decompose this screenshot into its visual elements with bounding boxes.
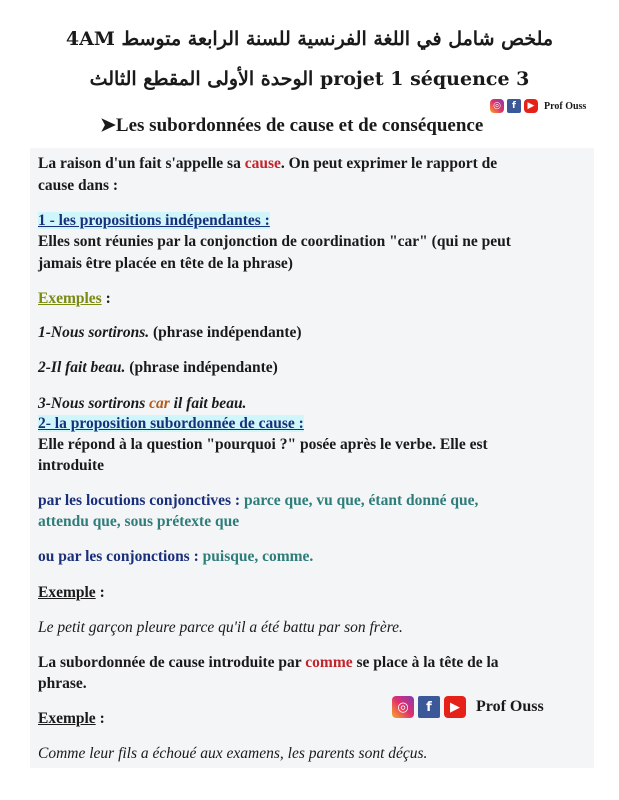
- example-1-sentence: 1-Nous sortirons.: [38, 324, 150, 341]
- example-3-part-b: il fait beau.: [169, 395, 247, 412]
- section-2-title-text: 2- la proposition subordonnée de cause :: [38, 415, 304, 432]
- conjonctions-line: [38, 546, 313, 567]
- conjonctions-list: puisque, comme.: [202, 548, 314, 565]
- intro-line-2: cause dans :: [38, 177, 119, 194]
- exemple-heading-1: [38, 582, 105, 603]
- youtube-icon: ▶: [444, 696, 466, 718]
- section-2-line-1: Elle répond à la question "pourquoi ?" posée après le verbe. Elle est: [38, 436, 488, 453]
- header-unit-title: الوحدة الأولى المقطع الثالث projet 1 séquence 3: [89, 68, 530, 90]
- conjonctions-label: ou par les conjonctions :: [38, 548, 203, 565]
- placement-text: La subordonnée de cause introduite par: [38, 654, 306, 671]
- intro-text-cont: . On peut exprimer le rapport de: [280, 155, 498, 172]
- placement-line-2: phrase.: [38, 675, 87, 692]
- exemples-label: Exemples: [38, 290, 102, 307]
- locutions-line-2: attendu que, sous prétexte que: [38, 513, 240, 530]
- placement-text-cont: se place à la tête de la: [352, 654, 499, 671]
- social-badge-bottom: [392, 696, 544, 718]
- lesson-title: [100, 114, 483, 137]
- example-3-part-a: 3-Nous sortirons: [38, 395, 150, 412]
- placement-comme-word: comme: [305, 654, 353, 671]
- document-header: [0, 0, 619, 150]
- section-2-line-2: introduite: [38, 457, 105, 474]
- exemple-label-2: Exemple: [38, 710, 96, 727]
- brand-name: Prof Ouss: [544, 100, 587, 112]
- social-badge-top: [490, 99, 586, 113]
- example-1: [38, 322, 302, 343]
- exemple-colon-2: :: [95, 710, 105, 727]
- locutions-list-1: parce que, vu que, étant donné que,: [243, 492, 479, 509]
- brand-name: Prof Ouss: [476, 698, 544, 715]
- section-1-line-2: jamais être placée en tête de la phrase): [38, 255, 293, 272]
- example-1-note: (phrase indépendante): [149, 324, 302, 341]
- exemples-colon: :: [101, 290, 111, 307]
- arrow-bullet-icon: ➤: [100, 115, 116, 136]
- header-level-title: ملخص شامل في اللغة الفرنسية للسنة الرابعة متوسط 4AM: [65, 28, 554, 50]
- instagram-icon: ◎: [392, 696, 414, 718]
- section-1-title: [38, 210, 270, 231]
- youtube-icon: ▶: [524, 99, 538, 113]
- example-3: [38, 393, 246, 414]
- example-2: [38, 357, 278, 378]
- exemple-colon-1: :: [95, 584, 105, 601]
- exemple-heading-2: [38, 708, 105, 729]
- section-1-line-1: Elles sont réunies par la conjonction de coordination "car" (qui ne peut: [38, 233, 511, 250]
- facebook-icon: f: [418, 696, 440, 718]
- placement-line-1: [38, 652, 499, 673]
- section-1-title-text: 1 - les propositions indépendantes :: [38, 212, 270, 229]
- intro-cause-word: cause: [244, 155, 281, 172]
- facebook-icon: f: [507, 99, 521, 113]
- locutions-line-1: [38, 490, 478, 511]
- exemple-sentence-1: Le petit garçon pleure parce qu'il a été battu par son frère.: [38, 619, 403, 636]
- example-2-note: (phrase indépendante): [125, 359, 278, 376]
- locutions-label: par les locutions conjonctives :: [38, 492, 244, 509]
- instagram-icon: ◎: [490, 99, 504, 113]
- lesson-title-text: Les subordonnées de cause et de conséquence: [115, 115, 484, 136]
- exemples-heading: [38, 288, 111, 309]
- example-3-car-word: car: [149, 395, 170, 412]
- exemple-sentence-2: Comme leur fils a échoué aux examens, les parents sont déçus.: [38, 745, 428, 762]
- exemple-label-1: Exemple: [38, 584, 96, 601]
- intro-text: La raison d'un fait s'appelle sa: [38, 155, 245, 172]
- section-2-title: [38, 413, 304, 434]
- example-2-sentence: 2-Il fait beau.: [38, 359, 126, 376]
- intro-line-1: [38, 153, 497, 174]
